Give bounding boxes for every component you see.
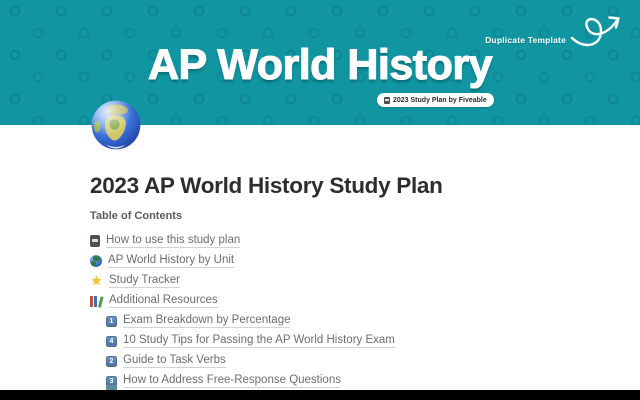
duplicate-template-label[interactable]: Duplicate Template (485, 35, 566, 45)
keycap-2-icon: 2 (106, 356, 117, 367)
toc-item (90, 371, 570, 391)
toc-link[interactable]: 10 Study Tips for Passing the AP World History Exam (123, 334, 395, 349)
toc-item (90, 311, 570, 331)
notebook-icon (90, 235, 100, 247)
notebook-icon (384, 97, 390, 104)
keycap-1-icon: 1 (106, 316, 117, 327)
toc-item (90, 271, 570, 291)
badge-label: 2023 Study Plan by Fiveable (393, 96, 487, 104)
study-plan-badge (377, 93, 494, 107)
page-title: 2023 AP World History Study Plan (90, 173, 443, 198)
toc-link[interactable]: Guide to Task Verbs (123, 354, 226, 369)
keycap-4-icon: 4 (106, 336, 117, 347)
toc-link[interactable]: Exam Breakdown by Percentage (123, 314, 290, 329)
toc-item (90, 331, 570, 351)
toc-link[interactable]: AP World History by Unit (108, 254, 234, 269)
toc-link[interactable]: How to Address Free-Response Questions (123, 374, 341, 389)
toc-item (90, 291, 570, 311)
toc-item (90, 251, 570, 271)
earth-globe-icon[interactable] (90, 99, 142, 151)
toc-link[interactable]: Additional Resources (109, 294, 218, 309)
books-icon (90, 295, 103, 307)
globe-icon (90, 255, 102, 267)
toc-item (90, 231, 570, 251)
toc-link[interactable]: How to use this study plan (106, 234, 240, 249)
keycap-3-icon: 3 (106, 376, 117, 387)
toc-item (90, 351, 570, 371)
bottom-letterbox-bar (0, 390, 640, 400)
table-of-contents (90, 231, 570, 391)
banner-title: AP World History (147, 41, 493, 89)
star-icon: ★ (90, 273, 103, 289)
toc-link[interactable]: Study Tracker (109, 274, 180, 289)
toc-heading: Table of Contents (90, 210, 183, 222)
